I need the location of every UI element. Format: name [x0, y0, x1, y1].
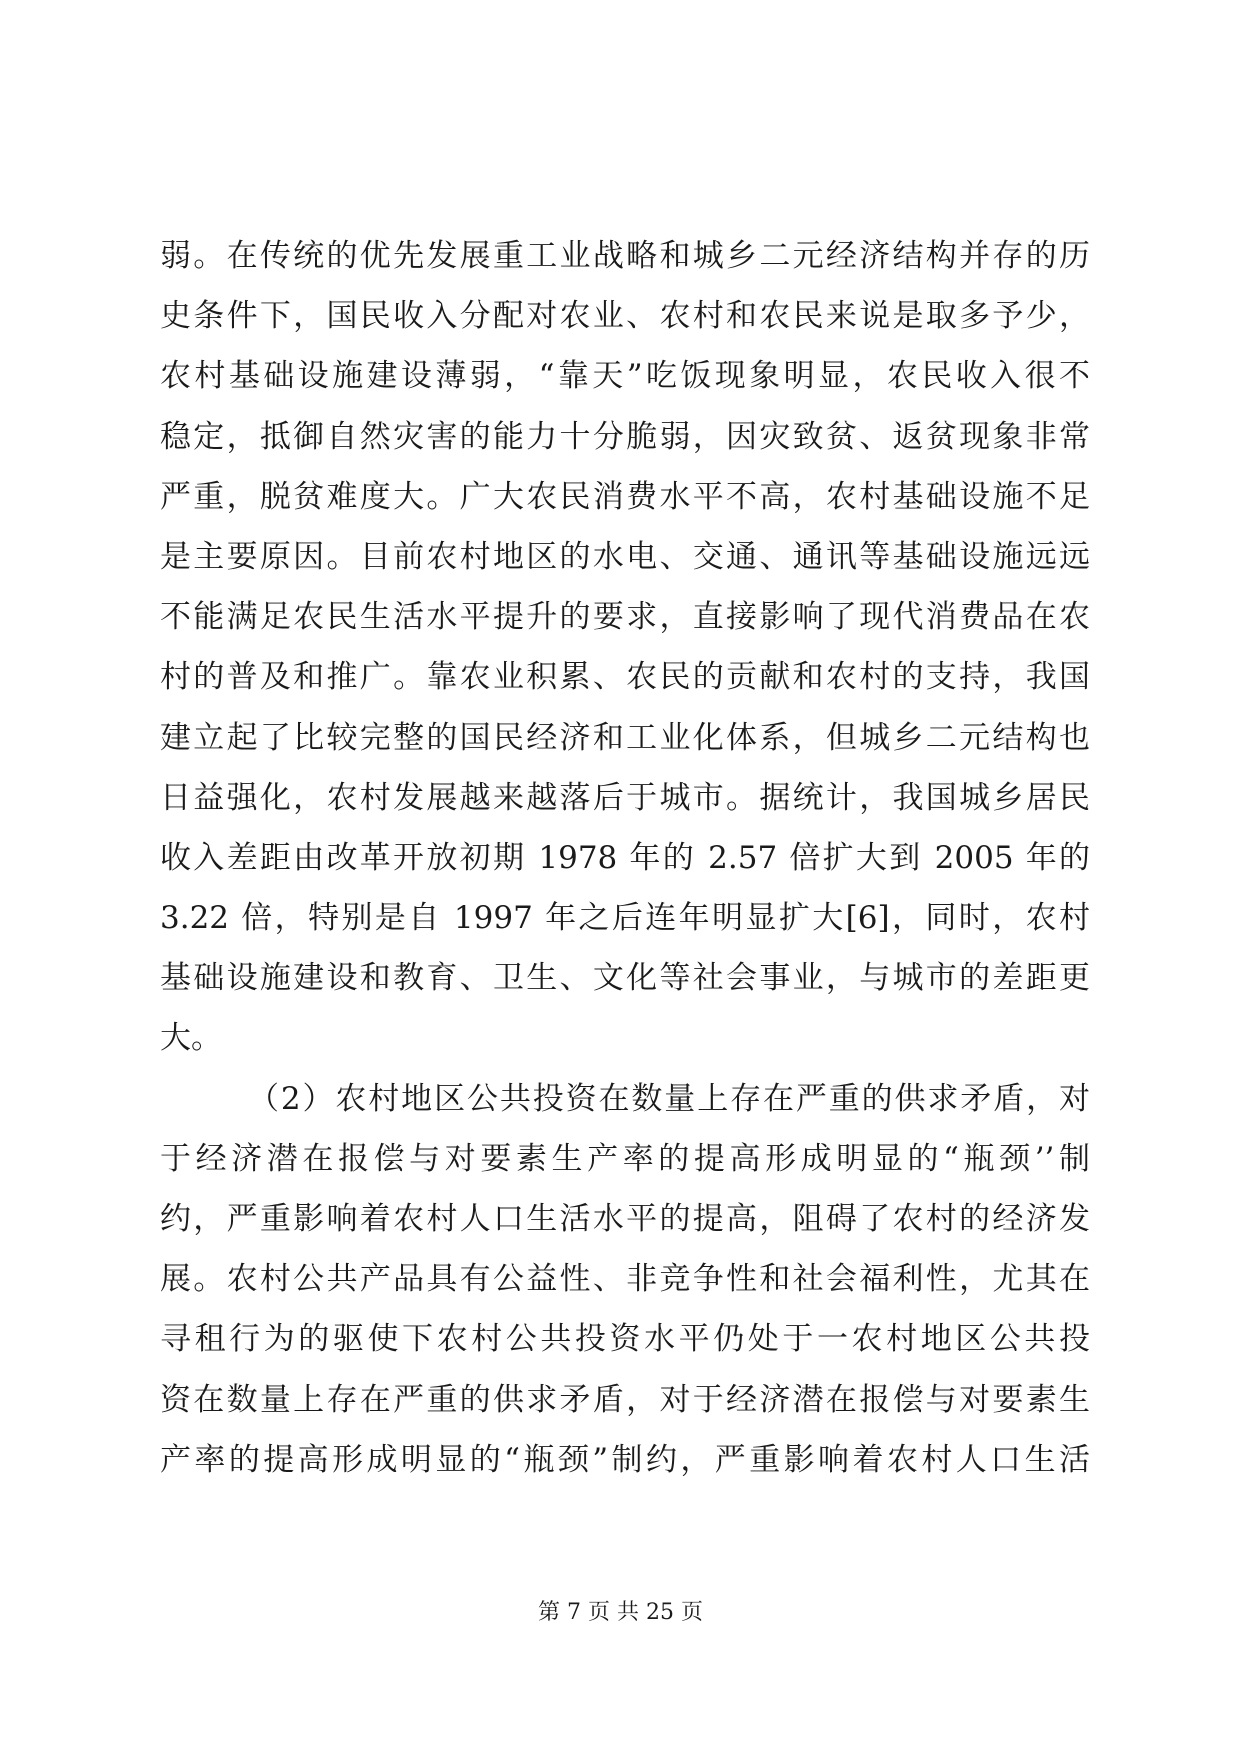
- paragraph-line: 于经济潜在报偿与对要素生产率的提高形成明显的“瓶颈’’制: [160, 1140, 1090, 1177]
- paragraph-line: 是主要原因。目前农村地区的水电、交通、通讯等基础设施远远: [160, 538, 1090, 575]
- page-number-label: 第 7 页 共 25 页: [538, 1600, 703, 1625]
- paragraph-line: 展。农村公共产品具有公益性、非竞争性和社会福利性，尤其在: [160, 1261, 1090, 1298]
- paragraph-line: 严重，脱贫难度大。广大农民消费水平不高，农村基础设施不足: [160, 478, 1090, 515]
- body-text: [160, 226, 1090, 1490]
- paragraph-line: 弱。在传统的优先发展重工业战略和城乡二元经济结构并存的历: [160, 238, 1090, 274]
- paragraph-line: 不能满足农民生活水平提升的要求，直接影响了现代消费品在农: [160, 599, 1090, 636]
- paragraph-line: 建立起了比较完整的国民经济和工业化体系，但城乡二元结构也: [160, 719, 1090, 756]
- paragraph-line: 农村基础设施建设薄弱，“靠天”吃饭现象明显，农民收入很不: [160, 358, 1090, 395]
- paragraph-line: 收入差距由改革开放初期 1978 年的 2.57 倍扩大到 2005 年的: [160, 839, 1090, 876]
- paragraph-line: 约，严重影响着农村人口生活水平的提高，阻碍了农村的经济发: [160, 1201, 1090, 1237]
- paragraph-line: 资在数量上存在严重的供求矛盾，对于经济潜在报偿与对要素生: [160, 1381, 1090, 1418]
- page-footer: [0, 1595, 1241, 1626]
- paragraph-line: （2）农村地区公共投资在数量上存在严重的供求矛盾，对: [248, 1080, 1090, 1117]
- paragraph-line: 3.22 倍，特别是自 1997 年之后连年明显扩大[6]，同时，农村: [160, 900, 1090, 937]
- paragraph-line: 稳定，抵御自然灾害的能力十分脆弱，因灾致贫、返贫现象非常: [160, 418, 1090, 455]
- paragraph-line: 大。: [160, 1020, 222, 1057]
- paragraph-line: 村的普及和推广。靠农业积累、农民的贡献和农村的支持，我国: [160, 659, 1090, 696]
- paragraph-line: 史条件下，国民收入分配对农业、农村和农民来说是取多予少，: [160, 298, 1090, 335]
- paragraph-line: 基础设施建设和教育、卫生、文化等社会事业，与城市的差距更: [160, 960, 1090, 997]
- paragraph-line: 寻租行为的驱使下农村公共投资水平仍处于一农村地区公共投: [160, 1321, 1090, 1358]
- paragraph-line: 产率的提高形成明显的“瓶颈”制约，严重影响着农村人口生活: [160, 1441, 1090, 1478]
- paragraph-line: 日益强化，农村发展越来越落后于城市。据统计，我国城乡居民: [160, 779, 1090, 816]
